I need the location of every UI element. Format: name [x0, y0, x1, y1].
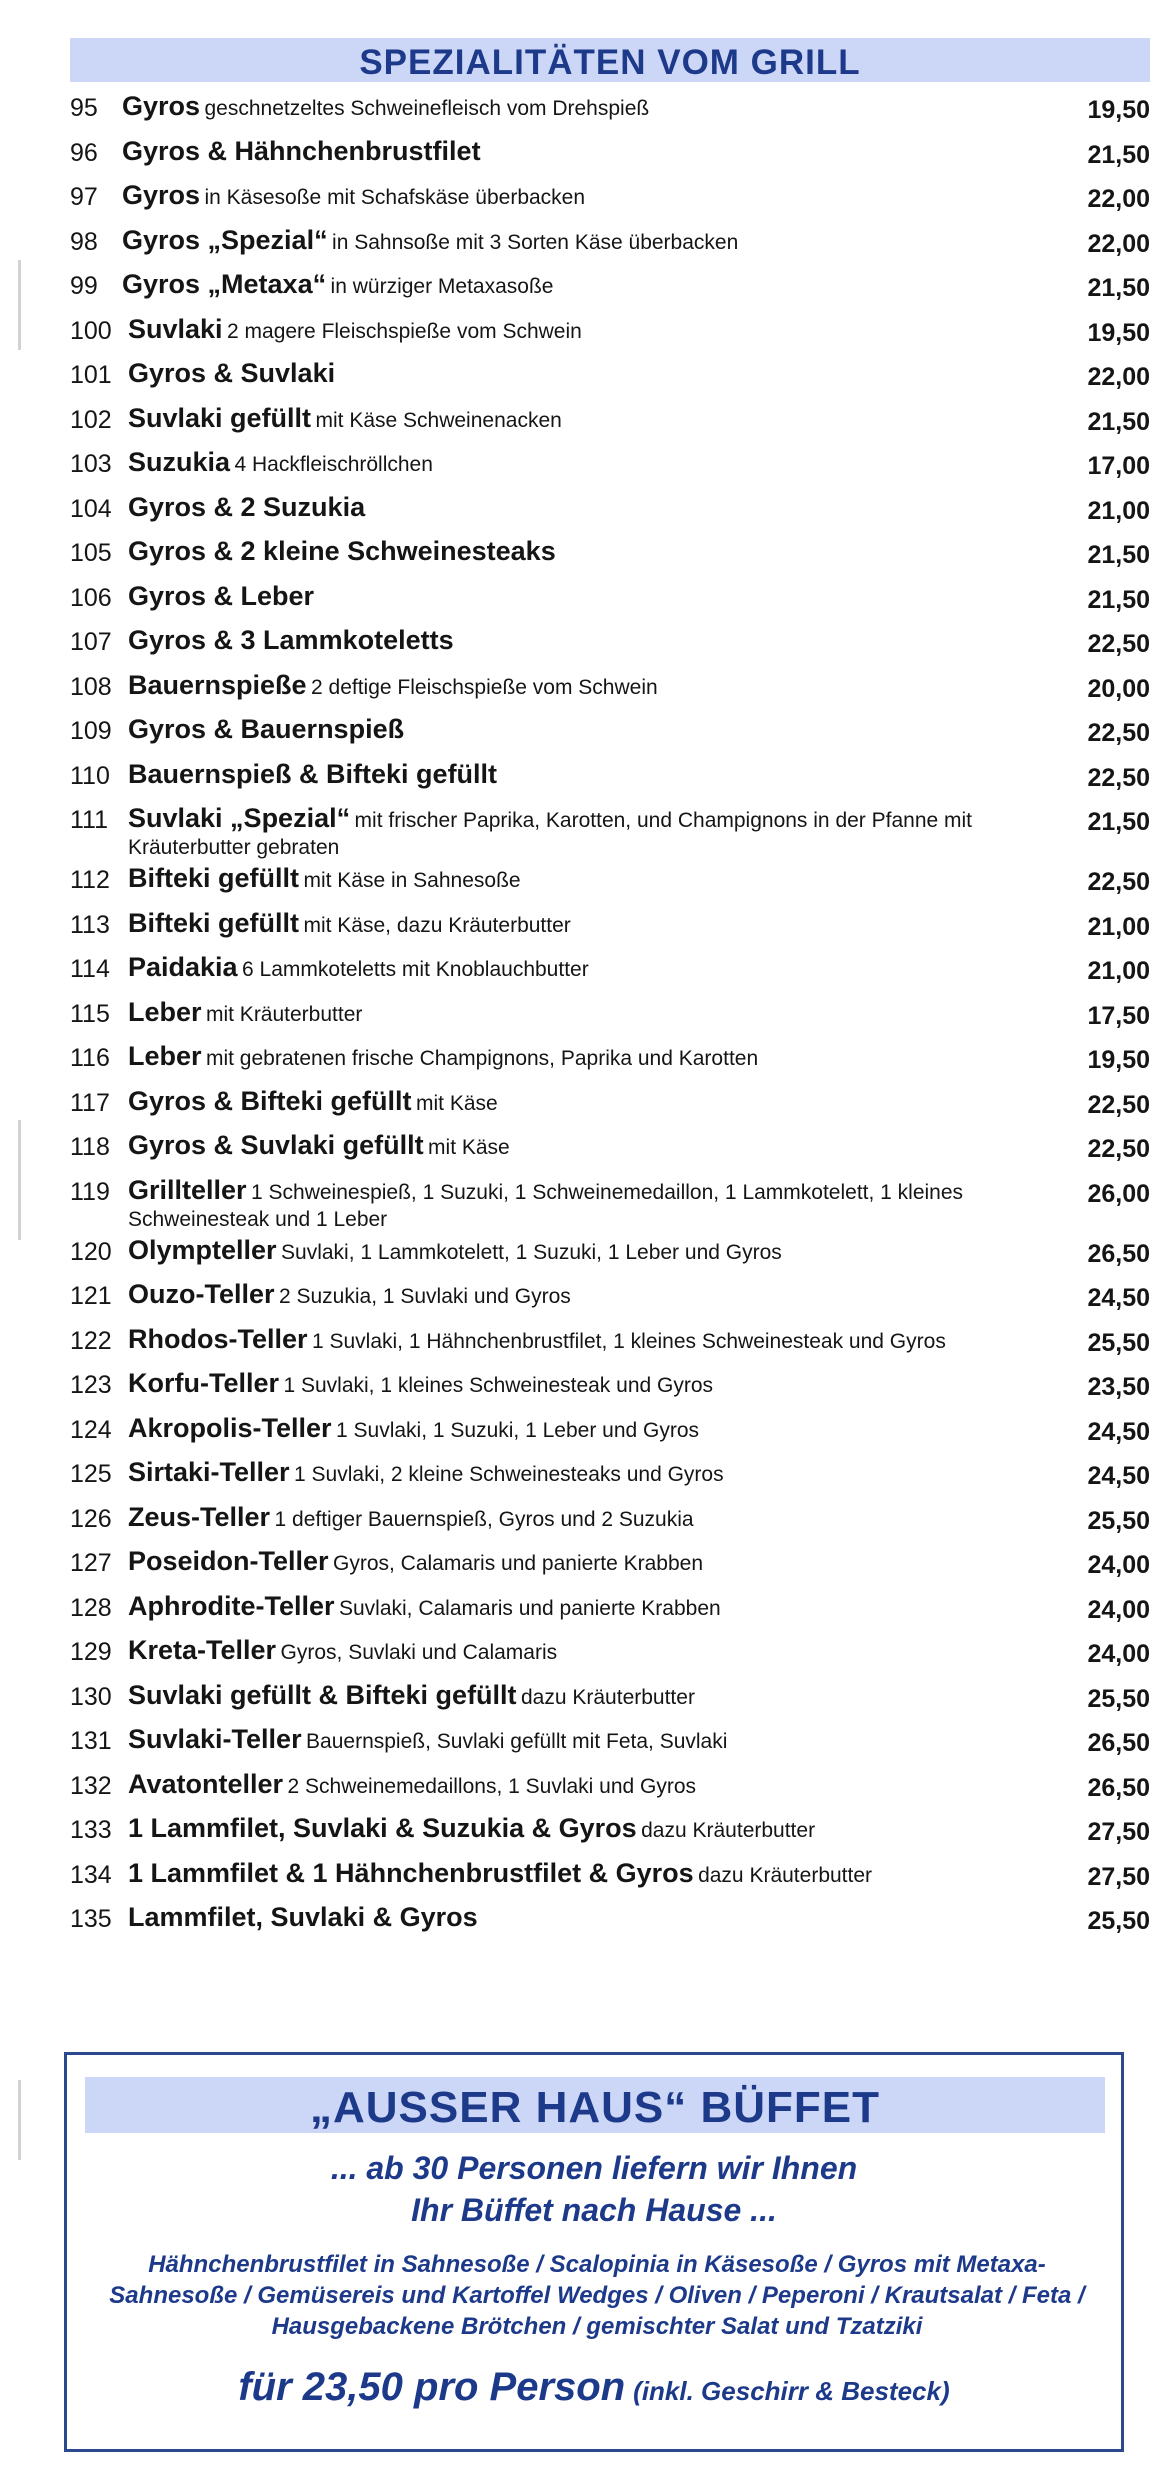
item-price: 24,00	[1087, 1595, 1150, 1624]
item-number: 100	[70, 316, 112, 345]
item-name: Gyros & 2 Suzukia	[128, 491, 366, 522]
menu-item	[70, 535, 1150, 580]
item-name: Leber	[128, 996, 202, 1027]
item-name: Olympteller	[128, 1234, 277, 1265]
item-description: in Sahnsoße mit 3 Sorten Käse überbacken	[332, 230, 739, 254]
menu-item	[70, 1634, 1150, 1679]
punch-hole-mark	[18, 260, 21, 350]
item-number: 129	[70, 1638, 112, 1666]
item-price: 22,50	[1087, 763, 1150, 792]
menu-item	[70, 268, 1150, 313]
item-name: Leber	[128, 1041, 202, 1071]
section-title: SPEZIALITÄTEN VOM GRILL	[70, 38, 1150, 82]
item-text	[128, 491, 1068, 524]
item-number: 107	[70, 628, 112, 656]
item-text	[128, 625, 1068, 657]
item-number: 96	[70, 138, 98, 167]
item-name: Gyros „Spezial“	[122, 224, 328, 255]
item-name: 1 Lammfilet & 1 Hähnchenbrustfilet & Gyros	[128, 1857, 694, 1888]
item-description: 2 Suzukia, 1 Suvlaki und Gyros	[278, 1285, 571, 1308]
item-name: Sirtaki-Teller	[128, 1457, 290, 1487]
item-number: 132	[70, 1771, 112, 1800]
buffet-intro-line2: Ihr Büffet nach Hause ...	[411, 2192, 777, 2228]
punch-hole-mark	[18, 2080, 21, 2160]
item-description: dazu Kräuterbutter	[641, 1819, 816, 1842]
item-name: Gyros & Suvlaki gefüllt	[128, 1130, 424, 1160]
item-number: 134	[70, 1860, 112, 1889]
punch-hole-mark	[18, 1120, 21, 1240]
menu-item	[70, 224, 1150, 269]
item-price: 19,50	[1087, 318, 1150, 347]
item-name: Bifteki gefüllt	[128, 907, 300, 938]
item-price: 27,50	[1087, 1862, 1150, 1891]
buffet-dishes: Hähnchenbrustfilet in Sahnesoße / Scalopinia in Käsesoße / Gyros mit Metaxa-Sahnesoße / Gemüsereis und Kartoffel Wedges / Oliven / Peperoni / Krautsalat / Feta / Hausgebackene Brötchen / gemischter Salat und Tzatziki	[109, 2251, 1085, 2340]
item-number: 120	[70, 1237, 112, 1266]
item-name: Suvlaki gefüllt	[128, 402, 312, 433]
menu-item	[70, 1040, 1150, 1085]
item-name: Poseidon-Teller	[128, 1546, 329, 1576]
item-name: Gyros & Leber	[128, 580, 315, 611]
menu-item	[70, 1857, 1150, 1902]
item-description: mit gebratenen frische Champignons, Paprika und Karotten	[205, 1047, 759, 1070]
item-text	[128, 803, 1068, 862]
menu-item	[70, 1768, 1150, 1813]
item-text	[128, 1768, 1068, 1801]
menu-list	[70, 90, 1150, 1946]
item-name: Gyros & 3 Lammkoteletts	[128, 625, 454, 655]
menu-item	[70, 1812, 1150, 1857]
item-description: dazu Kräuterbutter	[521, 1685, 695, 1709]
item-name: Suzukia	[128, 447, 231, 477]
menu-item	[70, 758, 1150, 803]
item-name: 1 Lammfilet, Suvlaki & Suzukia & Gyros	[128, 1813, 637, 1843]
item-number: 104	[70, 494, 112, 523]
item-number: 130	[70, 1682, 112, 1711]
buffet-price-note: (inkl. Geschirr & Besteck)	[633, 2376, 950, 2406]
item-text	[122, 91, 1062, 123]
item-text	[128, 1323, 1068, 1356]
item-text	[128, 1234, 1068, 1267]
item-text	[128, 358, 1068, 390]
item-text	[128, 1902, 1068, 1934]
item-description: 1 Schweinespieß, 1 Suzuki, 1 Schweinemedaillon, 1 Lammkotelett, 1 kleines Schweinesteak und 1 Leber	[128, 1180, 964, 1231]
item-name: Ouzo-Teller	[128, 1279, 275, 1309]
item-description: in Käsesoße mit Schafskäse überbacken	[204, 186, 586, 209]
item-description: Suvlaki, 1 Lammkotelett, 1 Suzuki, 1 Leber und Gyros	[281, 1240, 782, 1264]
menu-item	[70, 996, 1150, 1041]
item-price: 25,50	[1087, 1907, 1150, 1935]
item-name: Gyros „Metaxa“	[122, 269, 327, 299]
item-text	[128, 1279, 1068, 1311]
item-text	[128, 1085, 1068, 1118]
item-price: 25,50	[1087, 1684, 1150, 1713]
item-text	[128, 1590, 1068, 1623]
item-number: 109	[70, 717, 112, 745]
item-name: Kreta-Teller	[128, 1635, 277, 1665]
menu-item	[70, 1174, 1150, 1234]
menu-item	[70, 951, 1150, 996]
menu-item	[70, 357, 1150, 402]
menu-item	[70, 1679, 1150, 1724]
item-number: 123	[70, 1371, 112, 1399]
item-number: 110	[70, 761, 110, 790]
buffet-price-text: für 23,50 pro Person	[238, 2365, 626, 2409]
menu-item	[70, 402, 1150, 447]
menu-item	[70, 446, 1150, 491]
item-price: 26,50	[1087, 1729, 1150, 1757]
item-text	[128, 907, 1068, 940]
menu-item	[70, 1129, 1150, 1174]
item-text	[128, 447, 1068, 479]
item-price: 21,50	[1087, 541, 1150, 569]
item-description: mit Käse	[416, 1091, 498, 1115]
item-text	[128, 1813, 1068, 1845]
item-price: 22,50	[1087, 1090, 1150, 1119]
item-text	[128, 1724, 1068, 1756]
item-name: Rhodos-Teller	[128, 1323, 308, 1354]
item-text	[128, 714, 1068, 746]
menu-item	[70, 135, 1150, 180]
menu-item	[70, 1723, 1150, 1768]
item-text	[128, 1174, 1068, 1234]
menu-item	[70, 313, 1150, 358]
item-description: mit Käse Schweinenacken	[315, 408, 562, 432]
item-number: 114	[70, 955, 110, 983]
item-name: Bauernspieße	[128, 669, 307, 700]
item-number: 103	[70, 450, 112, 478]
item-name: Aphrodite-Teller	[128, 1590, 335, 1621]
item-number: 112	[70, 866, 110, 894]
menu-item	[70, 907, 1150, 952]
item-number: 127	[70, 1549, 112, 1577]
item-name: Gyros & 2 kleine Schweinesteaks	[128, 536, 556, 566]
item-description: 4 Hackfleischröllchen	[234, 453, 433, 476]
item-number: 133	[70, 1816, 112, 1844]
item-description: 1 Suvlaki, 1 kleines Schweinesteak und Gyros	[283, 1374, 714, 1397]
item-number: 97	[70, 183, 98, 211]
item-number: 108	[70, 672, 112, 701]
item-description: 1 Suvlaki, 1 Hähnchenbrustfilet, 1 kleines Schweinesteak und Gyros	[311, 1329, 946, 1353]
item-number: 117	[70, 1088, 110, 1117]
item-text	[128, 1679, 1068, 1712]
item-number: 122	[70, 1326, 112, 1355]
item-text	[128, 1457, 1068, 1489]
item-name: Gyros & Bifteki gefüllt	[128, 1085, 412, 1116]
item-name: Bifteki gefüllt	[128, 863, 300, 893]
item-description: Suvlaki, Calamaris und panierte Krabben	[338, 1596, 721, 1620]
item-number: 106	[70, 583, 112, 612]
item-name: Gyros & Bauernspieß	[128, 714, 405, 744]
item-number: 135	[70, 1905, 112, 1933]
menu-item	[70, 90, 1150, 135]
item-price: 24,50	[1087, 1417, 1150, 1446]
item-text	[122, 180, 1062, 212]
item-number: 95	[70, 94, 98, 122]
item-description: mit Kräuterbutter	[205, 1002, 363, 1026]
item-text	[128, 580, 1068, 613]
menu-item	[70, 713, 1150, 758]
item-price: 22,00	[1087, 229, 1150, 258]
item-price: 26,50	[1087, 1773, 1150, 1802]
item-text	[122, 135, 1062, 168]
item-description: 2 Schweinemedaillons, 1 Suvlaki und Gyros	[287, 1774, 697, 1798]
item-description: mit Käse, dazu Kräuterbutter	[303, 913, 571, 937]
item-price: 22,50	[1087, 719, 1150, 747]
item-price: 24,00	[1087, 1640, 1150, 1668]
item-price: 22,00	[1087, 363, 1150, 391]
item-text	[122, 224, 1062, 257]
item-text	[128, 1130, 1068, 1162]
menu-item	[70, 580, 1150, 625]
menu-item	[70, 624, 1150, 669]
item-price: 21,50	[1087, 407, 1150, 436]
item-name: Gyros	[122, 180, 201, 210]
item-number: 124	[70, 1415, 112, 1444]
item-description: 1 Suvlaki, 2 kleine Schweinesteaks und Gyros	[294, 1463, 724, 1486]
menu-item	[70, 1323, 1150, 1368]
item-name: Akropolis-Teller	[128, 1412, 332, 1443]
buffet-intro	[67, 2147, 1121, 2231]
item-name: Korfu-Teller	[128, 1368, 280, 1398]
item-price: 21,00	[1087, 957, 1150, 985]
item-description: mit Käse in Sahnesoße	[303, 869, 521, 892]
item-name: Gyros	[122, 91, 201, 121]
item-price: 24,00	[1087, 1551, 1150, 1579]
item-name: Bauernspieß & Bifteki gefüllt	[128, 758, 498, 789]
item-price: 25,50	[1087, 1506, 1150, 1535]
item-text	[128, 313, 1068, 346]
item-number: 101	[70, 361, 112, 389]
item-name: Gyros & Hähnchenbrustfilet	[122, 135, 481, 166]
item-name: Lammfilet, Suvlaki & Gyros	[128, 1902, 478, 1932]
item-text	[128, 863, 1068, 895]
menu-item	[70, 1901, 1150, 1946]
item-description: 1 deftiger Bauernspieß, Gyros und 2 Suzukia	[274, 1507, 694, 1531]
item-name: Grillteller	[128, 1174, 247, 1205]
item-price: 17,00	[1087, 452, 1150, 480]
item-number: 99	[70, 272, 98, 300]
item-price: 25,50	[1087, 1328, 1150, 1357]
buffet-price	[67, 2365, 1121, 2410]
menu-item	[70, 179, 1150, 224]
item-price: 19,50	[1087, 96, 1150, 124]
item-number: 102	[70, 405, 112, 434]
item-price: 21,50	[1087, 585, 1150, 614]
buffet-box	[64, 2052, 1124, 2452]
item-price: 21,00	[1087, 912, 1150, 941]
menu-item	[70, 1501, 1150, 1546]
item-name: Gyros & Suvlaki	[128, 358, 336, 388]
item-number: 113	[70, 910, 110, 939]
item-description: mit frischer Paprika, Karotten, und Champignons in der Pfanne mit Kräuterbutter gebraten	[128, 809, 973, 859]
buffet-title: „AUSSER HAUS“ BÜFFET	[85, 2077, 1105, 2133]
item-name: Suvlaki-Teller	[128, 1724, 302, 1754]
item-description: 2 deftige Fleischspieße vom Schwein	[311, 675, 658, 699]
item-number: 119	[70, 1177, 110, 1206]
item-name: Zeus-Teller	[128, 1501, 271, 1532]
menu-item	[70, 1085, 1150, 1130]
item-price: 26,50	[1087, 1239, 1150, 1268]
item-price: 21,00	[1087, 496, 1150, 525]
item-text	[128, 1501, 1068, 1534]
item-name: Suvlaki	[128, 313, 223, 344]
item-number: 121	[70, 1282, 112, 1310]
item-text	[122, 269, 1062, 301]
item-price: 22,50	[1087, 630, 1150, 658]
item-description: 2 magere Fleischspieße vom Schwein	[227, 319, 582, 343]
item-price: 19,50	[1087, 1046, 1150, 1074]
item-price: 22,50	[1087, 1135, 1150, 1163]
menu-item	[70, 1278, 1150, 1323]
item-number: 131	[70, 1727, 112, 1755]
item-price: 21,50	[1087, 808, 1150, 836]
item-number: 126	[70, 1504, 112, 1533]
item-price: 20,00	[1087, 674, 1150, 703]
item-description: Bauernspieß, Suvlaki gefüllt mit Feta, Suvlaki	[306, 1730, 728, 1753]
item-text	[128, 996, 1068, 1029]
item-text	[128, 1857, 1068, 1890]
item-price: 22,00	[1087, 185, 1150, 213]
item-price: 24,50	[1087, 1284, 1150, 1312]
item-text	[128, 1546, 1068, 1578]
item-name: Avatonteller	[128, 1768, 284, 1799]
item-name: Suvlaki „Spezial“	[128, 803, 351, 833]
menu-item	[70, 1456, 1150, 1501]
item-text	[128, 536, 1068, 568]
item-description: in würziger Metaxasoße	[330, 275, 554, 298]
item-text	[128, 952, 1068, 984]
item-price: 23,50	[1087, 1373, 1150, 1401]
item-number: 105	[70, 539, 112, 567]
item-text	[128, 669, 1068, 702]
item-price: 26,00	[1087, 1179, 1150, 1208]
item-text	[128, 1412, 1068, 1445]
item-price: 24,50	[1087, 1462, 1150, 1490]
item-number: 116	[70, 1044, 110, 1072]
item-description: 1 Suvlaki, 1 Suzuki, 1 Leber und Gyros	[336, 1418, 700, 1442]
menu-item	[70, 669, 1150, 714]
item-description: geschnetzeltes Schweinefleisch vom Drehspieß	[204, 97, 650, 120]
item-number: 125	[70, 1460, 112, 1488]
item-price: 17,50	[1087, 1001, 1150, 1030]
item-description: dazu Kräuterbutter	[698, 1863, 873, 1887]
item-text	[128, 1368, 1068, 1400]
item-price: 21,50	[1087, 274, 1150, 302]
item-text	[128, 758, 1068, 791]
item-number: 111	[70, 806, 109, 834]
item-number: 118	[70, 1133, 110, 1161]
item-price: 22,50	[1087, 868, 1150, 896]
item-description: 6 Lammkoteletts mit Knoblauchbutter	[242, 958, 589, 981]
item-name: Suvlaki gefüllt & Bifteki gefüllt	[128, 1679, 517, 1710]
item-description: Gyros, Calamaris und panierte Krabben	[333, 1552, 704, 1575]
item-number: 128	[70, 1593, 112, 1622]
menu-item	[70, 862, 1150, 907]
item-text	[128, 1635, 1068, 1667]
item-number: 98	[70, 227, 98, 256]
menu-item	[70, 1545, 1150, 1590]
menu-item	[70, 1367, 1150, 1412]
item-description: mit Käse	[428, 1136, 510, 1159]
item-price: 21,50	[1087, 140, 1150, 169]
item-price: 27,50	[1087, 1818, 1150, 1846]
item-text	[128, 1041, 1068, 1073]
item-number: 115	[70, 999, 110, 1028]
item-name: Paidakia	[128, 952, 238, 982]
menu-item	[70, 1234, 1150, 1279]
menu-item	[70, 802, 1150, 862]
menu-item	[70, 491, 1150, 536]
menu-item	[70, 1412, 1150, 1457]
buffet-intro-line1: ... ab 30 Personen liefern wir Ihnen	[330, 2150, 858, 2186]
menu-item	[70, 1590, 1150, 1635]
item-text	[128, 402, 1068, 435]
item-description: Gyros, Suvlaki und Calamaris	[280, 1641, 558, 1664]
